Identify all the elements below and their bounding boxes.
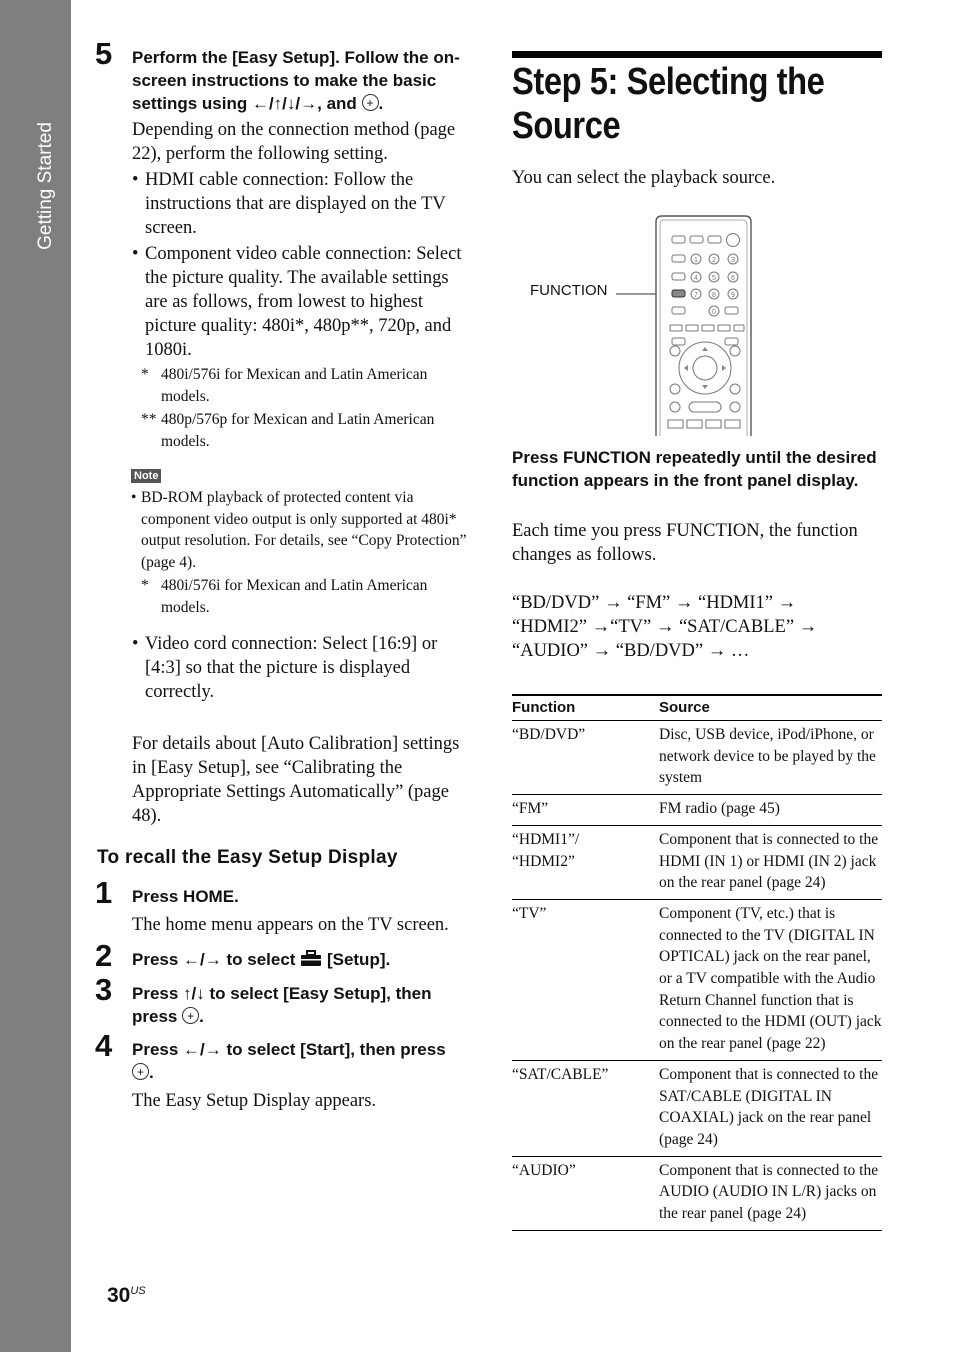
bullet-video-cord: • Video cord connection: Select [16:9] or [4:3] so that the picture is displayed correctly. (132, 632, 475, 704)
function-sequence: “BD/DVD” → “FM” → “HDMI1” → “HDMI2” →“TV” → “SAT/CABLE” → “AUDIO” → “BD/DVD” → … (512, 593, 818, 661)
column-header-function: Function (512, 695, 659, 721)
note-badge: Note (131, 469, 161, 483)
svg-text:7: 7 (694, 292, 698, 299)
step-number: 3 (95, 972, 113, 1007)
footnote-text: 480p/576p for Mexican and Latin American models. (161, 411, 435, 450)
footnote (141, 409, 466, 452)
step-heading-text: Press ←/→ to select [Start], then press (132, 1040, 446, 1059)
step-heading (132, 982, 467, 1028)
recall-heading: To recall the Easy Setup Display (97, 847, 398, 868)
svg-text:6: 6 (731, 275, 735, 282)
section-sidebar (0, 0, 71, 1352)
svg-text:1: 1 (694, 257, 698, 264)
footnote-text: 480i/576i for Mexican and Latin American models. (161, 577, 428, 616)
source-cell: Component that is connected to the AUDIO (AUDIO IN L/R) jacks on the rear panel (page 24) (659, 1156, 882, 1230)
remote-control-illustration (615, 214, 755, 438)
table-row (512, 1060, 882, 1156)
step-heading-end: . (149, 1063, 154, 1082)
source-cell: Disc, USB device, iPod/iPhone, or network device to be played by the system (659, 721, 882, 795)
footnote (141, 364, 466, 407)
function-cell: “AUDIO” (512, 1156, 659, 1230)
source-cell: FM radio (page 45) (659, 795, 882, 826)
table-row (512, 825, 882, 899)
svg-text:2: 2 (712, 257, 716, 264)
step-result: The home menu appears on the TV screen. (132, 915, 449, 935)
bullet-component: • Component video cable connection: Select the picture quality. The available settings are as follows, from lowest to highest picture quality: 480i*, 480p**, 720p, and 1080i. (132, 242, 475, 362)
svg-text:5: 5 (712, 275, 716, 282)
table-row (512, 721, 882, 795)
step-heading (132, 1038, 467, 1084)
footnote-text: 480i/576i for Mexican and Latin American models. (161, 366, 428, 405)
svg-text:4: 4 (694, 275, 698, 282)
step-intro: Depending on the connection method (page 22), perform the following setting. (132, 120, 456, 164)
note-text: • BD-ROM playback of protected content via component video output is only supported at 480i* output resolution. For details, see “Copy Protection” (page 4). (131, 487, 473, 573)
page-number (107, 1284, 146, 1308)
function-cell: “HDMI1”/ “HDMI2” (512, 825, 659, 899)
svg-text:3: 3 (731, 257, 735, 264)
enter-button-icon (362, 94, 379, 111)
function-callout-label: FUNCTION (530, 282, 608, 299)
footnote-mark: * (141, 366, 149, 383)
page-title: Step 5: Selecting the Source (512, 61, 825, 147)
step-number: 1 (95, 875, 113, 910)
table-row (512, 795, 882, 826)
step-result: The Easy Setup Display appears. (132, 1091, 377, 1111)
table-header-row (512, 695, 882, 721)
function-explanation: Each time you press FUNCTION, the function changes as follows. (512, 521, 858, 565)
step-number: 2 (95, 938, 113, 973)
source-cell: Component that is connected to the HDMI (IN 1) or HDMI (IN 2) jack on the rear panel (page 24) (659, 825, 882, 899)
step-heading-end: [Setup]. (326, 950, 391, 969)
step-heading-text: Press ←/→ to select (132, 950, 296, 969)
page-number-value: 30 (107, 1284, 131, 1307)
step-heading: Press HOME. (132, 887, 239, 906)
details-paragraph: For details about [Auto Calibration] settings in [Easy Setup], see “Calibrating the Appropriate Settings Automatically” (page 48). (132, 734, 460, 826)
step-heading-end: . (199, 1007, 204, 1026)
footnote-mark: ** (141, 411, 157, 428)
step-heading-end: . (378, 94, 384, 113)
source-intro: You can select the playback source. (512, 168, 776, 188)
step-heading-text: Perform the [Easy Setup]. Follow the on-screen instructions to make the basic settings using ←/↑/↓/→, and (132, 48, 460, 113)
step-heading (132, 46, 467, 115)
source-cell: Component that is connected to the SAT/CABLE (DIGITAL IN COAXIAL) jack on the rear panel (page 24) (659, 1060, 882, 1156)
enter-button-icon (182, 1007, 199, 1024)
section-label: Getting Started (35, 122, 56, 250)
function-cell: “SAT/CABLE” (512, 1060, 659, 1156)
enter-button-icon (132, 1063, 149, 1080)
table-row (512, 899, 882, 1060)
page-number-suffix: US (130, 1285, 146, 1297)
function-cell: “BD/DVD” (512, 721, 659, 795)
column-header-source: Source (659, 695, 882, 721)
step-number: 5 (95, 36, 113, 71)
table-row (512, 1156, 882, 1230)
note-footnote (141, 575, 466, 618)
function-instruction: Press FUNCTION repeatedly until the desired function appears in the front panel display. (512, 448, 877, 490)
step-heading (132, 948, 467, 971)
svg-text:9: 9 (731, 292, 735, 299)
title-rule (512, 51, 882, 58)
step-number: 4 (95, 1028, 113, 1063)
svg-text:0: 0 (712, 309, 716, 316)
step-heading-text: Press ↑/↓ to select [Easy Setup], then press (132, 984, 432, 1026)
function-table (512, 694, 882, 1231)
footnote-mark: * (141, 577, 149, 594)
bullet-hdmi: • HDMI cable connection: Follow the instructions that are displayed on the TV screen. (132, 168, 475, 240)
svg-text:8: 8 (712, 292, 716, 299)
function-cell: “FM” (512, 795, 659, 826)
toolbox-icon (300, 950, 322, 967)
function-cell: “TV” (512, 899, 659, 1060)
source-cell: Component (TV, etc.) that is connected to the TV (DIGITAL IN OPTICAL) jack on the rear panel, or a TV compatible with the Audio Return Channel function that is connected to the HDMI (OUT) jack on the rear panel (page 22) (659, 899, 882, 1060)
